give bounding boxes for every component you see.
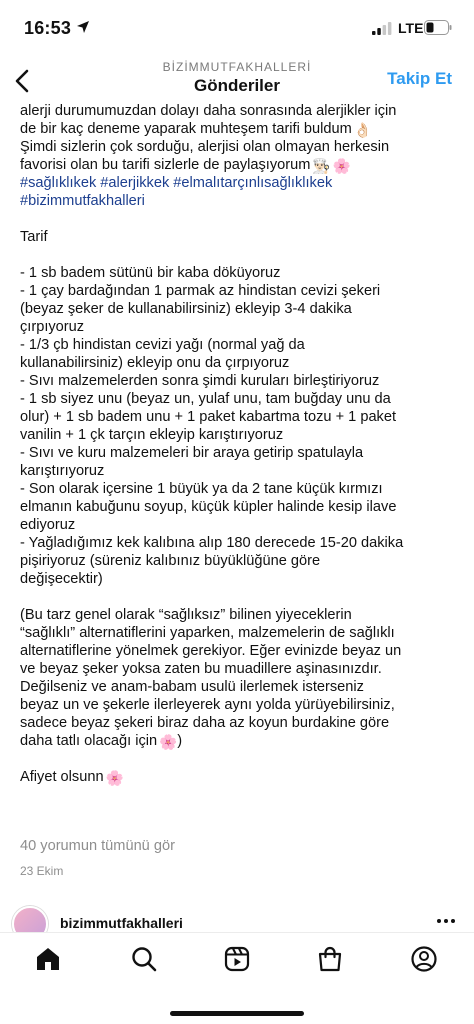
status-bar — [0, 0, 474, 56]
network-label: LTE — [398, 20, 424, 36]
follow-button[interactable]: Takip Et — [387, 69, 452, 88]
next-post-header — [0, 900, 474, 936]
signal-icon — [372, 22, 392, 35]
location-arrow-icon — [76, 20, 90, 34]
recipe-step: olur) + 1 sb badem unu + 1 paket kabartma tozu + 1 paket — [20, 409, 397, 425]
recipe-step: pişiriyoruz (süreniz kalıbınız büyüklüğüne göre — [20, 553, 321, 569]
recipe-step: - Sıvı malzemelerden sonra şimdi kuruları birleştiriyoruz — [20, 373, 380, 389]
hashtag-line[interactable]: #bizimmutfakhalleri — [20, 193, 145, 209]
recipe-step: - Sıvı ve kuru malzemeleri bir araya getirip spatulayla — [20, 445, 364, 461]
header — [0, 56, 474, 106]
shop-icon[interactable] — [316, 945, 344, 973]
recipe-title: Tarif — [20, 229, 48, 245]
header-account-name: BİZİMMUTFAKHALLERİ — [162, 60, 312, 74]
caption-line: alerji durumumuzdan dolayı daha sonrasında alerjikler için — [20, 103, 397, 119]
note-line: (Bu tarz genel olarak “sağlıksız” bilinen yiyeceklerin — [20, 607, 352, 623]
view-all-comments-link[interactable]: 40 yorumun tümünü gör — [20, 838, 175, 854]
blossom-icon: 🌸 — [105, 771, 124, 787]
closing-line: Afiyet olsunn 🌸 — [20, 769, 124, 787]
status-time: 16:53 — [24, 18, 72, 38]
note-line: Değilseniz ve anam-babam usulü ilerlemek isterseniz — [20, 679, 364, 695]
recipe-step: vanilin + 1 çk tarçın ekleyip karıştırıyoruz — [20, 427, 284, 443]
profile-icon[interactable] — [410, 945, 438, 973]
recipe-step: - 1 sb badem sütünü bir kaba döküyoruz — [20, 265, 281, 281]
blossom-icon: 🌸 — [159, 735, 178, 751]
post-caption — [20, 102, 460, 804]
note-line: alternatiflerine yönelmek gerekiyor. Eğer evinizde beyaz un — [20, 643, 402, 659]
recipe-step: elmanın kabuğunu soyup, küçük küpler halinde kesip ilave — [20, 499, 397, 515]
caption-line: de bir kaç deneme yaparak muhteşem tarifi buldum 👌🏻 — [20, 121, 372, 139]
note-line: beyaz un ve şekerle ilerleyerek aynı yolda yürüyebilirsiniz, — [20, 697, 395, 713]
caption-line: Şimdi sizlerin çok sorduğu, alerjisi olan olmayan herkesin — [20, 139, 390, 155]
bottom-nav — [0, 932, 474, 1024]
recipe-step: - Yağladığımız kek kalıbına alıp 180 derecede 15-20 dakika — [20, 535, 404, 551]
recipe-step: değişecektir) — [20, 571, 103, 587]
recipe-step: - 1 sb siyez unu (beyaz un, yulaf unu, tam buğday unu da — [20, 391, 391, 407]
recipe-step: karıştırıyoruz — [20, 463, 105, 479]
reels-icon[interactable] — [223, 945, 251, 973]
caption-line: favorisi olan bu tarifi sizlerle de paylaşıyorum 👨🏻‍🍳 🌸 — [20, 157, 351, 175]
next-post-username[interactable]: bizimmutfakhalleri — [60, 915, 183, 931]
recipe-step: - Son olarak içersine 1 büyük ya da 2 tane küçük kırmızı — [20, 481, 383, 497]
note-line: daha tatlı olacağı için 🌸) — [20, 733, 183, 751]
recipe-step: kullanabilirsiniz) ekleyip onu da çırpıyoruz — [20, 355, 290, 371]
note-line: ve beyaz şeker yoksa zaten bu muadillere aşinasınızdır. — [20, 661, 382, 677]
note-line: “sağlıklı” alternatiflerini yaparken, malzemelerin de sağlıklı — [20, 625, 395, 641]
note-line: sadece beyaz şekeri biraz daha az koyun burdakine göre — [20, 715, 390, 731]
ok-hand-icon: 👌🏻 — [353, 123, 372, 139]
more-icon[interactable] — [436, 918, 456, 924]
recipe-step: (beyaz şeker de kullanabilirsiniz) ekleyip 3-4 dakika — [20, 301, 352, 317]
recipe-step: çırpıyoruz — [20, 319, 85, 335]
recipe-step: - 1/3 çb hindistan cevizi yağı (normal yağ da — [20, 337, 305, 353]
blossom-icon: 🌸 — [332, 159, 351, 175]
chef-icon: 👨🏻‍🍳 — [312, 159, 331, 175]
page-title: Gönderiler — [194, 76, 280, 95]
post-date: 23 Ekim — [20, 864, 64, 878]
hashtag-line[interactable]: #sağlıklıkek #alerjikkek #elmalıtarçınlısağlıklıkek — [20, 175, 333, 191]
search-icon[interactable] — [130, 945, 158, 973]
recipe-step: ediyoruz — [20, 517, 76, 533]
home-indicator — [170, 1011, 304, 1016]
home-icon[interactable] — [34, 945, 62, 973]
recipe-step: - 1 çay bardağından 1 parmak az hindistan cevizi şekeri — [20, 283, 381, 299]
battery-icon — [424, 20, 452, 35]
